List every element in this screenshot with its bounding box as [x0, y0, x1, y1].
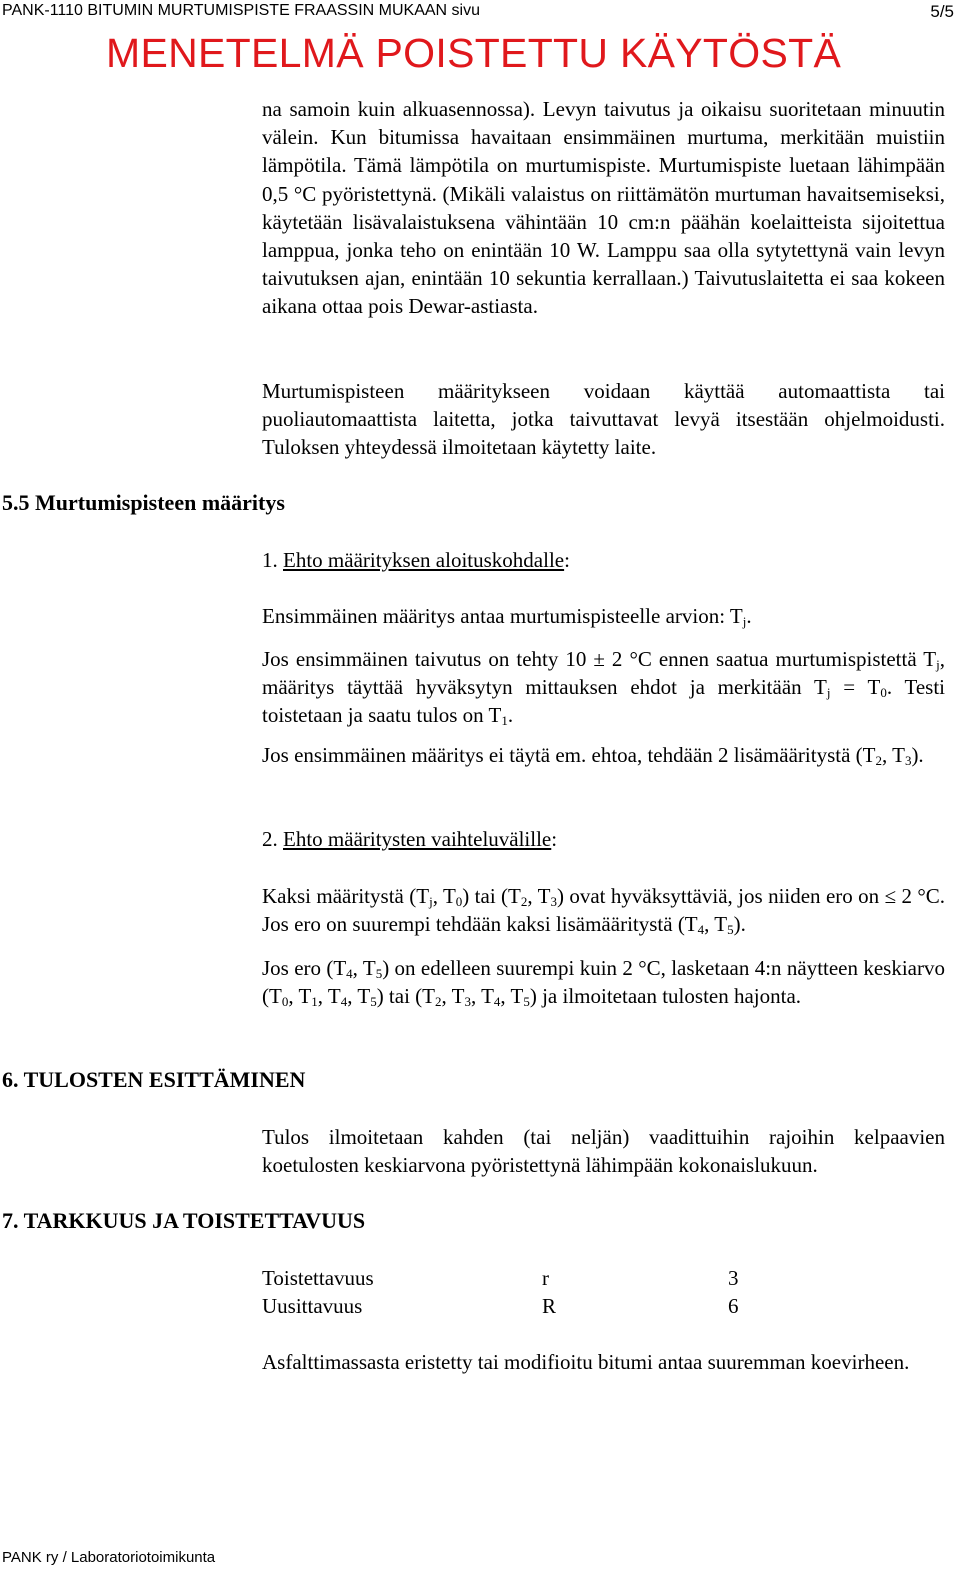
paragraph-automatic: [262, 377, 945, 462]
precision-symbol: r: [542, 1266, 549, 1290]
withdrawn-stamp: MENETELMÄ POISTETTU KÄYTÖSTÄ: [106, 30, 842, 76]
precision-row-repeatability: [262, 1264, 782, 1292]
condition-2-title: Ehto määritysten vaihteluvälille: [283, 827, 552, 851]
page-number: 5/5: [930, 2, 954, 21]
paragraph-asphalt-note: [262, 1348, 945, 1376]
paragraph-continuation: [262, 95, 945, 321]
section-heading-7: 7. TARKKUUS JA TOISTETTAVUUS: [2, 1208, 366, 1233]
body-paragraph: Murtumispisteen määritykseen voidaan käyttää automaattista tai puoliautomaattista laitetta, jotka taivuttavat levyä itsestään ohjelmoidusti. Tuloksen yhteydessä ilmoitetaan käytetty laite.: [262, 379, 945, 460]
condition-1-heading: 1. Ehto määrityksen aloituskohdalle:: [262, 548, 570, 572]
paragraph-additional-tests: Jos ensimmäinen määritys ei täytä em. ehtoa, tehdään 2 lisämääritystä ($T_2$, $T_3$).: [262, 743, 924, 768]
paragraph-average-of-four: Jos ero ($T_4$, $T_5$) on edelleen suurempi kuin 2 °C, lasketaan 4:n näytteen keskiarvo ($T_0$, $T_1$, $T_4$, $T_5$) tai ($T_2$, $T_3$, $T_4$, $T_5$) ja ilmoitetaan tulosten hajonta.: [262, 956, 945, 1010]
precision-value: 3: [728, 1266, 739, 1290]
footer-publisher: PANK ry / Laboratoriotoimikunta: [2, 1549, 216, 1566]
precision-label: Toistettavuus: [262, 1266, 374, 1290]
body-paragraph: Tulos ilmoitetaan kahden (tai neljän) vaadittuihin rajoihin kelpaavien koetulosten keskiarvona pyöristettynä lähimpään kokonaislukuun.: [262, 1125, 945, 1178]
paragraph-first-estimate: Ensimmäinen määritys antaa murtumispisteelle arvion: $T_j$.: [262, 604, 752, 629]
precision-row-reproducibility: [262, 1292, 782, 1320]
condition-2-heading: 2. Ehto määritysten vaihteluvälille:: [262, 827, 558, 851]
precision-value: 6: [728, 1294, 739, 1318]
condition-1-title: Ehto määrityksen aloituskohdalle: [283, 548, 565, 572]
section-heading-5-5: 5.5 Murtumispisteen määritys: [2, 490, 285, 515]
header-title: PANK-1110 BITUMIN MURTUMISPISTE FRAASSIN MUKAAN sivu: [2, 2, 481, 19]
paragraph-result-reporting: [262, 1123, 945, 1179]
precision-symbol: R: [542, 1294, 557, 1318]
paragraph-first-bend: Jos ensimmäinen taivutus on tehty 10 ± 2 °C ennen saatua murtumispistettä $T_j$, määritys täyttää hyväksytyn mittauksen ehdot ja merkitään $T_j = T_0$. Testi toistetaan ja saatu tulos on $T_1$.: [262, 647, 945, 729]
precision-label: Uusittavuus: [262, 1294, 363, 1318]
section-heading-6: 6. TULOSTEN ESITTÄMINEN: [2, 1067, 306, 1092]
body-paragraph: na samoin kuin alkuasennossa). Levyn taivutus ja oikaisu suoritetaan minuutin välein. Kun bitumissa havaitaan ensimmäinen murtuma, merkitään muistiin lämpötila. Tämä lämpötila on murtumispiste. Murtumispiste luetaan lähimpään 0,5 °C pyöristettynä. (Mikäli valaistus on riittämätön murtuman havaitsemiseksi, käytetään lisävalaistuksena vähintään 10 cm:n päähän koelaitteista sijoitettua lamppua, jonka teho on enintään 10 W. Lamppu saa olla sytytettynä vain levyn taivutuksen ajan, enintään 10 sekuntia kerrallaan.) Taivutuslaitetta ei saa kokeen aikana ottaa pois Dewar-astiasta.: [262, 97, 945, 319]
paragraph-two-determinations: Kaksi määritystä ($T_j$, $T_0$) tai ($T_2$, $T_3$) ovat hyväksyttäviä, jos niiden ero on ≤ 2 °C. Jos ero on suurempi tehdään kaksi lisämääritystä ($T_4$, $T_5$).: [262, 884, 946, 938]
body-paragraph: Asfalttimassasta eristetty tai modifioitu bitumi antaa suuremman koevirheen.: [262, 1350, 910, 1374]
